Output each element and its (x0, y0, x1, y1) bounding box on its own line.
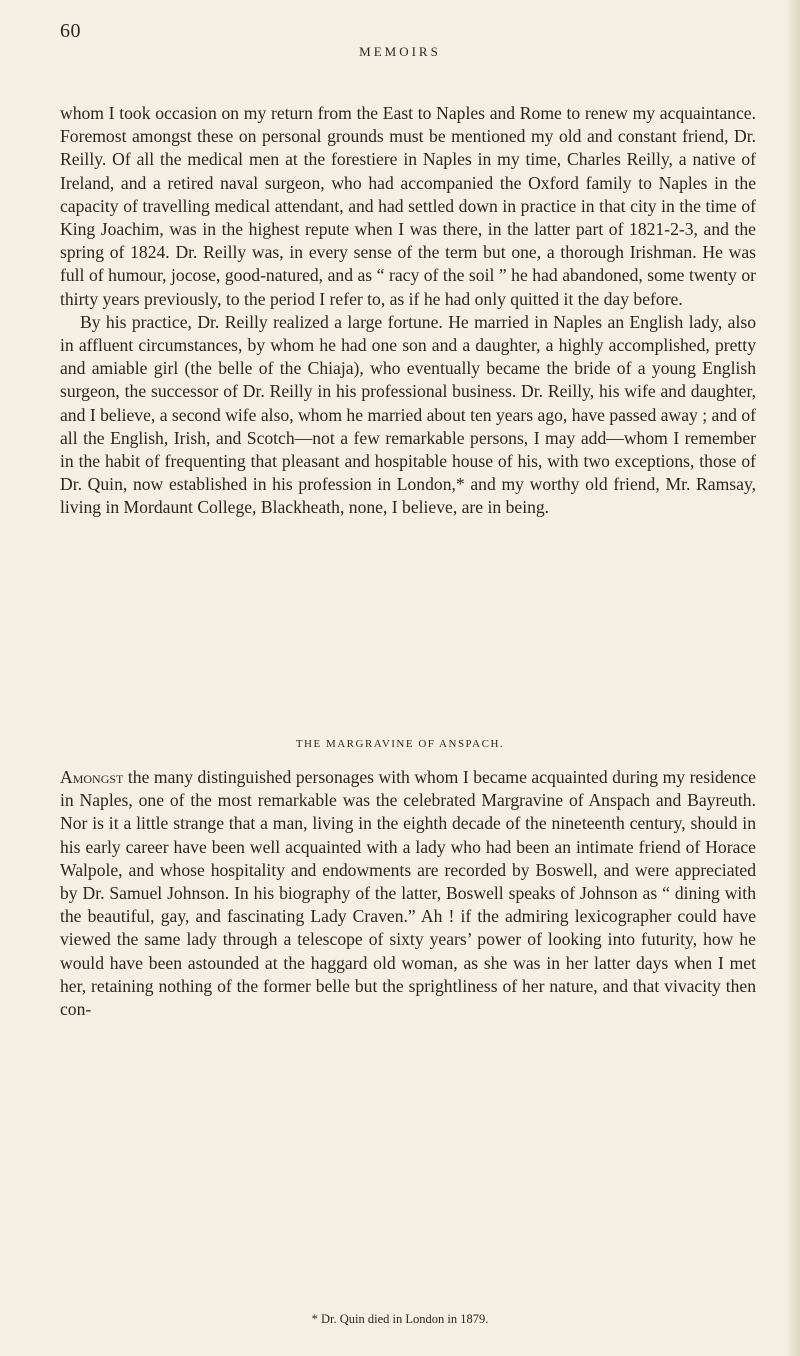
page-number: 60 (60, 20, 81, 42)
paragraph-1: whom I took occasion on my return from the East to Naples and Rome to renew my acquaintance. Foremost amongst these on personal grounds must be mentioned my old and constant friend, Dr. Reilly. Of all the medical men at the forestiere in Naples in my time, Charles Reilly, a native of Ireland, and a retired naval surgeon, who had accompanied the Oxford family to Naples in the capacity of travelling medical attendant, and had settled down in practice in that city in the time of King Joachim, was in the highest repute when I was there, in the latter part of 1821-2-3, and the spring of 1824. Dr. Reilly was, in every sense of the term but one, a thorough Irishman. He was full of humour, jocose, good-natured, and as “ racy of the soil ” he had abandoned, some twenty or thirty years previously, to the period I refer to, as if he had only quitted it the day before. (60, 103, 756, 309)
page-edge-shadow (786, 0, 800, 1356)
section-paragraph (60, 766, 756, 1021)
section-text (60, 766, 756, 1021)
lead-in-smallcaps: Amongst (60, 767, 124, 787)
running-title: MEMOIRS (359, 44, 441, 59)
section-heading: THE MARGRAVINE OF ANSPACH. (295, 738, 505, 750)
section-paragraph-body: the many distinguished personages with whom I became acquainted during my residence in Naples, one of the most remarkable was the celebrated Margravine of Anspach and Bayreuth. Nor is it a little strange that a man, living in the eighth decade of the nineteenth century, should in his early career have been well acquainted with a lady who had been an intimate friend of Horace Walpole, and whose hospitality and endowments are recorded by Boswell, and were appreciated by Dr. Samuel Johnson. In his biography of the latter, Boswell speaks of Johnson as “ dining with the beautiful, gay, and fascinating Lady Craven.” Ah ! if the admiring lexicographer could have viewed the same lady through a telescope of sixty years’ power of looking into futurity, how he would have been astounded at the haggard old woman, as she was in her latter days when I met her, retaining nothing of the former belle but the sprightliness of her nature, and that vivacity then con- (60, 767, 756, 1020)
paragraph-2: By his practice, Dr. Reilly realized a large fortune. He married in Naples an English lady, also in affluent circumstances, by whom he had one son and a daughter, a highly accomplished, pretty and amiable girl (the belle of the Chiaja), who eventually became the bride of a young English surgeon, the successor of Dr. Reilly in his professional business. Dr. Reilly, his wife and daughter, and I believe, a second wife also, whom he married about ten years ago, have passed away ; and of all the English, Irish, and Scotch—not a few remarkable persons, I may add—whom I remember in the habit of frequenting that pleasant and hospitable house of his, with two exceptions, those of Dr. Quin, now established in his profession in London,* and my worthy old friend, Mr. Ramsay, living in Mordaunt College, Blackheath, none, I believe, are in being. (60, 311, 756, 518)
main-text (60, 102, 756, 520)
footnote: * Dr. Quin died in London in 1879. (311, 1312, 489, 1326)
